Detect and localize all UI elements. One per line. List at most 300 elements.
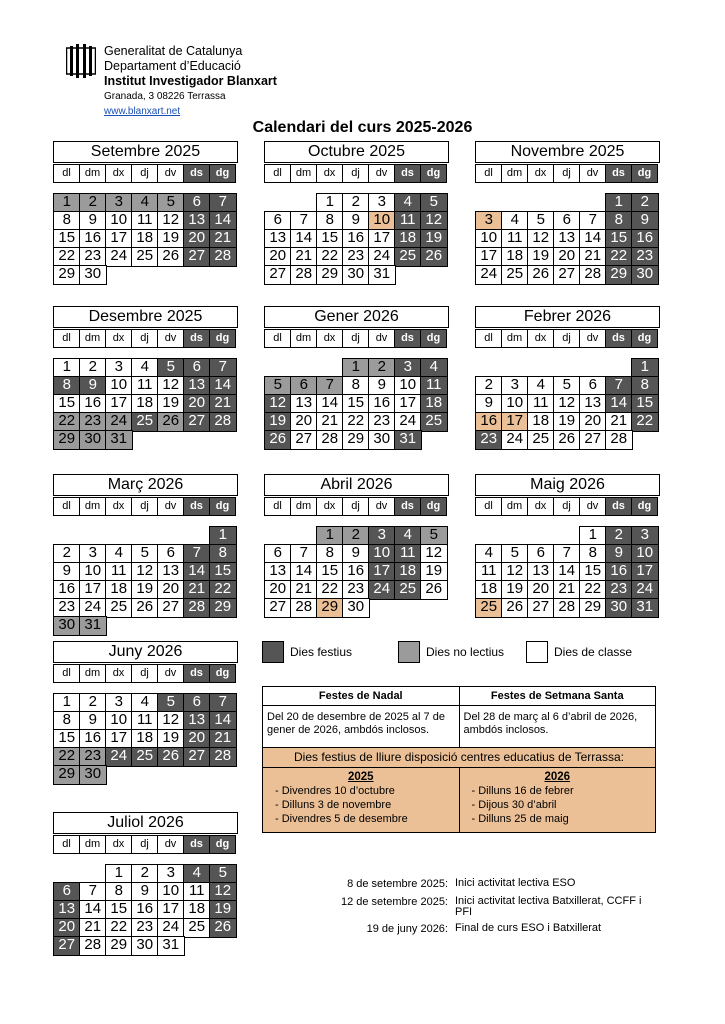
calendar-day: 9 <box>79 376 107 396</box>
calendar-day: 23 <box>342 247 370 267</box>
calendar-day: 15 <box>631 394 659 414</box>
day-name-header: dv <box>579 497 606 516</box>
day-name-header: dv <box>157 835 184 854</box>
calendar-day: 16 <box>131 900 159 920</box>
calendar-day: 24 <box>631 580 659 600</box>
calendar-day: 17 <box>368 229 396 249</box>
calendar-day: 29 <box>605 265 633 285</box>
calendar-day: 28 <box>605 430 633 450</box>
day-name-header: dx <box>527 164 554 183</box>
calendar-day: 24 <box>105 247 133 267</box>
day-name-header: dg <box>631 164 658 183</box>
empty-cell <box>53 864 81 884</box>
day-name-header: dv <box>579 164 606 183</box>
day-name-header: dm <box>79 664 106 683</box>
lliure-disposicio-title: Dies festius de lliure disposició centres educatius de Terrassa: <box>263 748 655 768</box>
calendar-day: 12 <box>501 562 529 582</box>
day-name-header: ds <box>183 164 210 183</box>
calendar-day: 10 <box>631 544 659 564</box>
calendar-day: 15 <box>579 562 607 582</box>
day-name-header: dx <box>105 329 132 348</box>
calendar-day: 11 <box>183 882 211 902</box>
calendar-day: 28 <box>290 265 318 285</box>
day-name-header: dx <box>316 497 343 516</box>
calendar-day: 11 <box>394 211 422 231</box>
month-title: Maig 2026 <box>475 474 660 496</box>
calendar-day: 26 <box>157 247 185 267</box>
calendar-day: 3 <box>368 193 396 213</box>
day-name-header: dg <box>631 497 658 516</box>
calendar-day: 7 <box>209 358 237 378</box>
calendar-day: 25 <box>527 430 555 450</box>
calendar-day: 12 <box>157 376 185 396</box>
month-title: Gener 2026 <box>264 306 449 328</box>
calendar-day: 21 <box>316 412 344 432</box>
day-name-header: dv <box>157 329 184 348</box>
calendar-day: 6 <box>157 544 185 564</box>
key-dates <box>262 878 655 941</box>
calendar-day: 15 <box>316 229 344 249</box>
lliure-year-2025: 2025 <box>347 771 374 783</box>
calendar-day: 26 <box>209 918 237 938</box>
calendar-day: 31 <box>631 598 659 618</box>
month-title: Novembre 2025 <box>475 141 660 163</box>
day-name-header: dv <box>368 497 395 516</box>
legend-classe <box>526 641 632 663</box>
header-address: Granada, 3 08226 Terrassa <box>104 91 226 102</box>
calendar-day: 13 <box>53 900 81 920</box>
day-name-header: dj <box>131 164 158 183</box>
calendar-day: 20 <box>527 580 555 600</box>
day-name-header: ds <box>605 497 632 516</box>
calendar-day: 23 <box>605 580 633 600</box>
lliure-day-item: - Divendres 5 de desembre <box>275 812 459 826</box>
day-name-header: dx <box>316 329 343 348</box>
day-name-header: dv <box>368 329 395 348</box>
calendar-day: 29 <box>105 936 133 956</box>
calendar-day: 22 <box>53 412 81 432</box>
calendar-day: 3 <box>631 526 659 546</box>
month-title: Juny 2026 <box>53 641 238 663</box>
calendar-day: 18 <box>501 247 529 267</box>
day-name-header: dl <box>264 329 291 348</box>
month-title: Març 2026 <box>53 474 238 496</box>
day-name-header: dj <box>131 664 158 683</box>
lliure-day-item: - Dijous 30 d’abril <box>472 798 656 812</box>
calendar-day: 8 <box>53 211 81 231</box>
calendar-day: 4 <box>131 193 159 213</box>
day-name-header: dm <box>290 497 317 516</box>
calendar-day: 5 <box>131 544 159 564</box>
month-calendar <box>475 141 660 283</box>
calendar-day: 11 <box>475 562 503 582</box>
calendar-day: 12 <box>209 882 237 902</box>
legend-festius-label: Dies festius <box>290 645 353 659</box>
calendar-day: 28 <box>290 598 318 618</box>
calendar-day: 10 <box>105 376 133 396</box>
day-name-header: ds <box>183 664 210 683</box>
calendar-day: 14 <box>209 211 237 231</box>
calendar-day: 26 <box>157 747 185 767</box>
calendar-day: 13 <box>264 229 292 249</box>
calendar-day: 22 <box>605 247 633 267</box>
key-date-row <box>262 896 655 918</box>
calendar-day: 21 <box>209 729 237 749</box>
calendar-day: 15 <box>53 729 81 749</box>
calendar-day: 27 <box>183 412 211 432</box>
calendar-day: 20 <box>264 247 292 267</box>
empty-cell <box>527 193 555 213</box>
calendar-day: 10 <box>368 211 396 231</box>
empty-cell <box>553 526 581 546</box>
calendar-day: 3 <box>105 358 133 378</box>
calendar-day: 6 <box>527 544 555 564</box>
legend-no-lectius-label: Dies no lectius <box>426 645 505 659</box>
day-name-header: dx <box>527 497 554 516</box>
calendar-day: 14 <box>579 229 607 249</box>
calendar-day: 9 <box>368 376 396 396</box>
empty-cell <box>53 526 81 546</box>
day-name-header: dg <box>631 329 658 348</box>
calendar-day: 19 <box>420 229 448 249</box>
empty-cell <box>157 526 185 546</box>
day-name-header: dj <box>553 329 580 348</box>
month-calendar <box>53 306 238 448</box>
month-calendar <box>53 474 238 634</box>
calendar-day: 24 <box>105 412 133 432</box>
key-date-row <box>262 923 655 936</box>
calendar-day: 27 <box>264 598 292 618</box>
day-name-header: dx <box>316 164 343 183</box>
header-website-link[interactable]: www.blanxart.net <box>104 106 181 117</box>
calendar-day: 16 <box>79 229 107 249</box>
lliure-2026-list <box>460 784 656 826</box>
calendar-day: 13 <box>183 376 211 396</box>
setmana-santa-title: Festes de Setmana Santa <box>460 687 656 706</box>
day-name-header: dg <box>420 164 447 183</box>
day-name-header: ds <box>183 329 210 348</box>
calendar-day: 2 <box>631 193 659 213</box>
calendar-day: 15 <box>342 394 370 414</box>
calendar-day: 18 <box>394 562 422 582</box>
empty-cell <box>475 193 503 213</box>
calendar-day: 26 <box>157 412 185 432</box>
day-name-header: dg <box>209 664 236 683</box>
day-name-header: dj <box>131 835 158 854</box>
calendar-day: 17 <box>105 729 133 749</box>
calendar-day: 22 <box>209 580 237 600</box>
empty-cell <box>183 526 211 546</box>
calendar-day: 11 <box>501 229 529 249</box>
calendar-day: 17 <box>157 900 185 920</box>
calendar-day: 4 <box>420 358 448 378</box>
calendar-day: 17 <box>394 394 422 414</box>
legend-festius-swatch <box>262 641 284 663</box>
setmana-santa-text: Del 28 de març al 6 d’abril de 2026, ambdós inclosos. <box>463 711 638 736</box>
calendar-day: 13 <box>527 562 555 582</box>
calendar-day: 4 <box>131 693 159 713</box>
calendar-day: 22 <box>53 747 81 767</box>
calendar-day: 10 <box>394 376 422 396</box>
calendar-day: 28 <box>209 747 237 767</box>
day-name-header: ds <box>394 329 421 348</box>
day-name-header: ds <box>394 497 421 516</box>
calendar-day: 15 <box>53 394 81 414</box>
calendar-day: 19 <box>501 580 529 600</box>
key-date-description: Final de curs ESO i Batxillerat <box>455 922 602 934</box>
month-title: Juliol 2026 <box>53 812 238 834</box>
month-title: Febrer 2026 <box>475 306 660 328</box>
calendar-day: 14 <box>290 562 318 582</box>
calendar-day: 31 <box>368 265 396 285</box>
calendar-day: 9 <box>605 544 633 564</box>
calendar-day: 27 <box>53 936 81 956</box>
day-name-header: dm <box>501 164 528 183</box>
empty-cell <box>527 526 555 546</box>
calendar-day: 19 <box>264 412 292 432</box>
day-name-header: dm <box>79 835 106 854</box>
calendar-day: 10 <box>79 562 107 582</box>
calendar-day: 23 <box>53 598 81 618</box>
calendar-day: 17 <box>501 412 529 432</box>
calendar-day: 19 <box>157 729 185 749</box>
calendar-day: 10 <box>475 229 503 249</box>
month-calendar <box>264 306 449 448</box>
calendar-day: 24 <box>79 598 107 618</box>
calendar-day: 16 <box>53 580 81 600</box>
day-name-header: dj <box>342 164 369 183</box>
day-name-header: dv <box>157 664 184 683</box>
calendar-day: 30 <box>342 265 370 285</box>
calendar-day: 22 <box>316 247 344 267</box>
calendar-day: 24 <box>105 747 133 767</box>
calendar-day: 29 <box>579 598 607 618</box>
calendar-day: 4 <box>394 526 422 546</box>
day-name-header: ds <box>605 164 632 183</box>
calendar-day: 30 <box>605 598 633 618</box>
calendar-day: 1 <box>53 193 81 213</box>
empty-cell <box>316 358 344 378</box>
calendar-day: 18 <box>183 900 211 920</box>
lliure-day-item: - Dilluns 16 de febrer <box>472 784 656 798</box>
empty-cell <box>501 193 529 213</box>
calendar-day: 15 <box>209 562 237 582</box>
calendar-day: 28 <box>316 430 344 450</box>
calendar-day: 1 <box>105 864 133 884</box>
calendar-day: 14 <box>209 711 237 731</box>
calendar-day: 11 <box>131 711 159 731</box>
calendar-day: 7 <box>209 693 237 713</box>
calendar-day: 28 <box>183 598 211 618</box>
calendar-day: 19 <box>131 580 159 600</box>
calendar-day: 29 <box>53 265 81 285</box>
day-name-header: dj <box>553 164 580 183</box>
calendar-day: 12 <box>420 211 448 231</box>
calendar-day: 2 <box>79 193 107 213</box>
empty-cell <box>290 193 318 213</box>
calendar-day: 1 <box>316 193 344 213</box>
calendar-day: 9 <box>79 211 107 231</box>
key-date-description: Inici activitat lectiva Batxillerat, CCFF i PFI <box>455 895 642 918</box>
calendar-day: 9 <box>342 544 370 564</box>
calendar-day: 22 <box>631 412 659 432</box>
calendar-day: 10 <box>105 211 133 231</box>
day-name-header: dj <box>553 497 580 516</box>
calendar-day: 16 <box>342 562 370 582</box>
calendar-day: 6 <box>183 358 211 378</box>
calendar-day: 27 <box>264 265 292 285</box>
empty-cell <box>290 526 318 546</box>
calendar-day: 25 <box>105 598 133 618</box>
day-name-header: dj <box>131 329 158 348</box>
calendar-day: 8 <box>316 544 344 564</box>
calendar-day: 26 <box>420 247 448 267</box>
calendar-day: 2 <box>342 526 370 546</box>
calendar-day: 8 <box>53 711 81 731</box>
calendar-day: 23 <box>79 412 107 432</box>
day-name-header: dv <box>157 164 184 183</box>
calendar-day: 28 <box>553 598 581 618</box>
calendar-day: 5 <box>157 193 185 213</box>
calendar-day: 25 <box>131 747 159 767</box>
calendar-day: 15 <box>53 229 81 249</box>
calendar-day: 8 <box>605 211 633 231</box>
calendar-day: 21 <box>209 229 237 249</box>
header-line2: Departament d’Educació <box>104 59 241 73</box>
calendar-day: 30 <box>79 265 107 285</box>
calendar-day: 4 <box>527 376 555 396</box>
calendar-day: 13 <box>579 394 607 414</box>
calendar-day: 14 <box>290 229 318 249</box>
day-name-header: dv <box>368 164 395 183</box>
calendar-day: 3 <box>368 526 396 546</box>
empty-cell <box>264 526 292 546</box>
calendar-day: 20 <box>290 412 318 432</box>
calendar-day: 26 <box>553 430 581 450</box>
holidays-table <box>262 686 656 833</box>
calendar-day: 2 <box>605 526 633 546</box>
legend-no-lectius-swatch <box>398 641 420 663</box>
calendar-day: 22 <box>342 412 370 432</box>
calendar-day: 10 <box>368 544 396 564</box>
calendar-day: 3 <box>157 864 185 884</box>
calendar-day: 21 <box>553 580 581 600</box>
calendar-day: 6 <box>183 193 211 213</box>
calendar-day: 31 <box>79 616 107 636</box>
day-name-header: dm <box>79 497 106 516</box>
calendar-day: 6 <box>53 882 81 902</box>
header-line1: Generalitat de Catalunya <box>104 44 243 58</box>
calendar-day: 28 <box>579 265 607 285</box>
calendar-day: 29 <box>316 598 344 618</box>
calendar-day: 9 <box>79 711 107 731</box>
calendar-day: 21 <box>79 918 107 938</box>
calendar-day: 26 <box>264 430 292 450</box>
day-name-header: ds <box>605 329 632 348</box>
day-name-header: ds <box>394 164 421 183</box>
calendar-day: 13 <box>264 562 292 582</box>
calendar-day: 15 <box>105 900 133 920</box>
empty-cell <box>264 358 292 378</box>
day-name-header: dm <box>290 164 317 183</box>
calendar-day: 23 <box>79 747 107 767</box>
calendar-day: 3 <box>105 693 133 713</box>
calendar-day: 1 <box>342 358 370 378</box>
day-name-header: dv <box>157 497 184 516</box>
calendar-day: 29 <box>316 265 344 285</box>
generalitat-logo-icon <box>66 44 96 78</box>
calendar-day: 12 <box>553 394 581 414</box>
nadal-text: Del 20 de desembre de 2025 al 7 de gener de 2026, ambdós inclosos. <box>267 711 445 736</box>
calendar-day: 28 <box>79 936 107 956</box>
calendar-day: 8 <box>105 882 133 902</box>
day-name-header: dl <box>264 164 291 183</box>
calendar-day: 30 <box>79 765 107 785</box>
calendar-day: 14 <box>605 394 633 414</box>
day-name-header: dx <box>105 664 132 683</box>
calendar-day: 8 <box>316 211 344 231</box>
day-name-header: dj <box>131 497 158 516</box>
calendar-day: 24 <box>368 580 396 600</box>
calendar-day: 9 <box>53 562 81 582</box>
calendar-day: 5 <box>209 864 237 884</box>
calendar-day: 6 <box>579 376 607 396</box>
calendar-day: 4 <box>394 193 422 213</box>
calendar-day: 3 <box>394 358 422 378</box>
calendar-day: 11 <box>420 376 448 396</box>
legend-classe-label: Dies de classe <box>554 645 633 659</box>
day-name-header: dj <box>342 497 369 516</box>
calendar-day: 19 <box>420 562 448 582</box>
calendar-day: 3 <box>475 211 503 231</box>
calendar-day: 6 <box>553 211 581 231</box>
calendar-day: 23 <box>79 247 107 267</box>
calendar-day: 30 <box>131 936 159 956</box>
month-calendar <box>53 141 238 283</box>
day-name-header: dl <box>475 164 502 183</box>
empty-cell <box>475 358 503 378</box>
calendar-day: 27 <box>527 598 555 618</box>
calendar-day: 12 <box>131 562 159 582</box>
month-calendar <box>264 474 449 616</box>
legend-festius <box>262 641 352 663</box>
calendar-day: 24 <box>368 247 396 267</box>
calendar-day: 17 <box>105 394 133 414</box>
calendar-day: 18 <box>527 412 555 432</box>
calendar-day: 23 <box>368 412 396 432</box>
day-name-header: dm <box>290 329 317 348</box>
calendar-day: 2 <box>79 358 107 378</box>
day-name-header: dl <box>264 497 291 516</box>
calendar-day: 16 <box>368 394 396 414</box>
calendar-day: 16 <box>605 562 633 582</box>
calendar-day: 21 <box>290 580 318 600</box>
legend-no-lectius <box>398 641 504 663</box>
calendar-day: 3 <box>105 193 133 213</box>
calendar-day: 11 <box>394 544 422 564</box>
calendar-day: 10 <box>105 711 133 731</box>
calendar-day: 29 <box>53 430 81 450</box>
calendar-day: 18 <box>475 580 503 600</box>
day-name-header: dl <box>53 329 80 348</box>
calendar-day: 23 <box>475 430 503 450</box>
lliure-year-2026: 2026 <box>544 771 571 783</box>
calendar-day: 13 <box>290 394 318 414</box>
day-name-header: dl <box>53 164 80 183</box>
day-name-header: dg <box>420 497 447 516</box>
calendar-day: 31 <box>394 430 422 450</box>
day-name-header: ds <box>183 835 210 854</box>
